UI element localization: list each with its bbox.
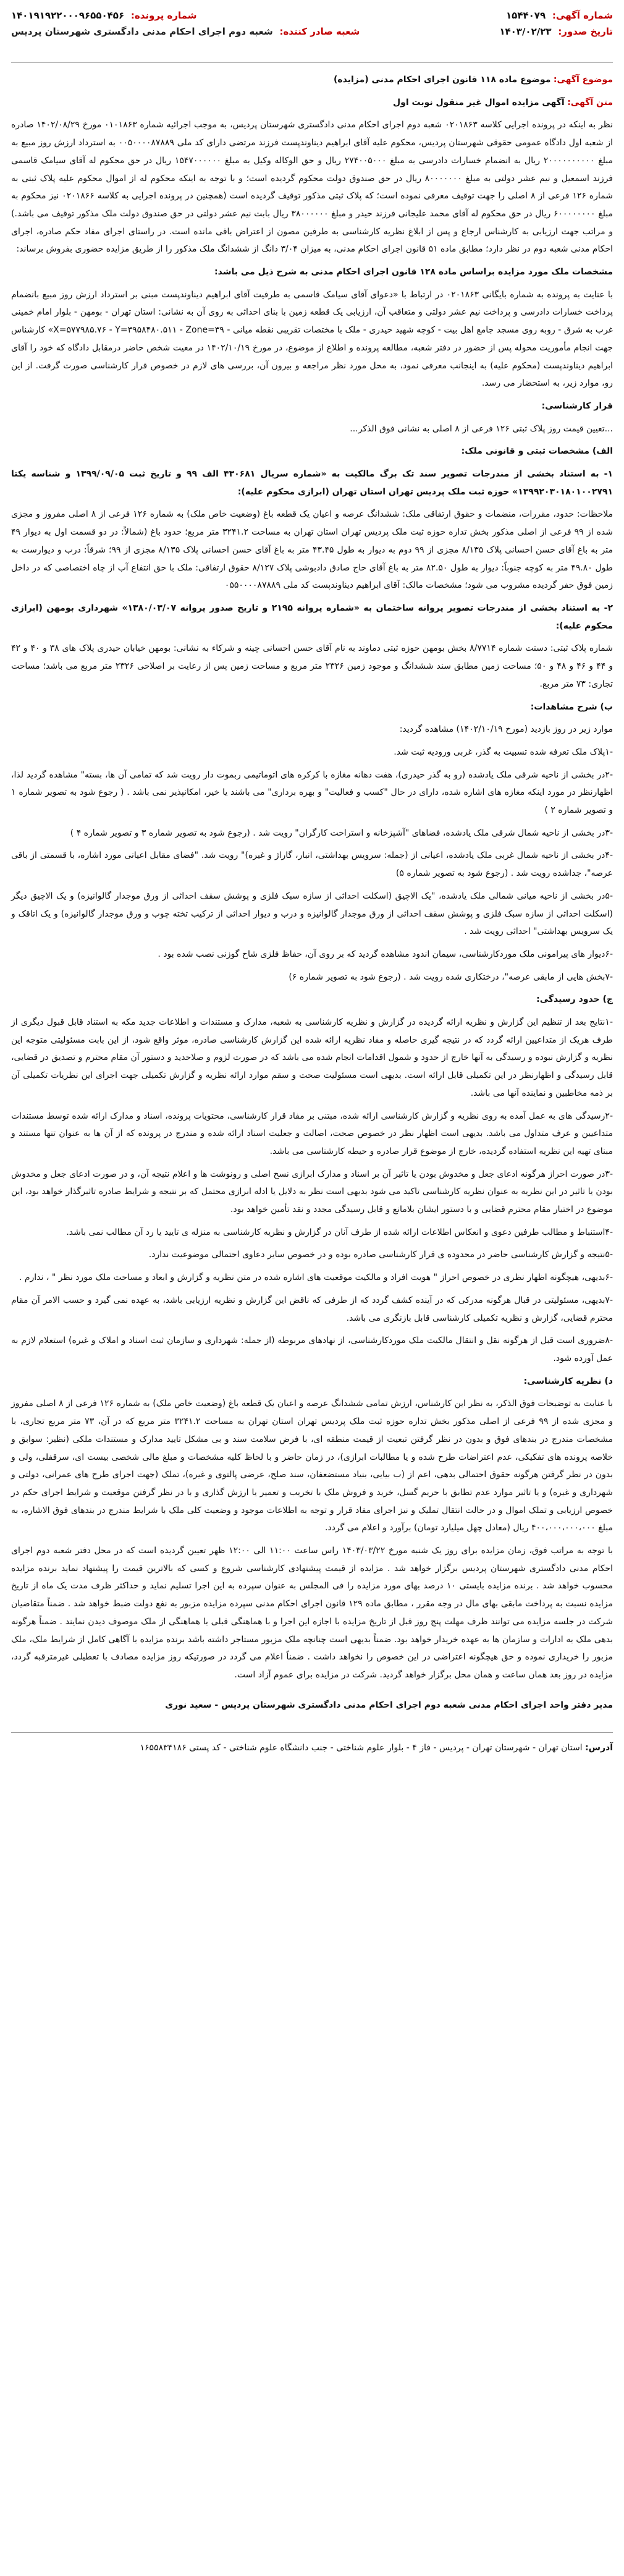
alef-item-1: ۱- به استناد بخشی از مندرجات تصویر سند تک برگ مالکیت به «شماره سریال ۴۳۰۶۸۱ الف ۹۹ و تاریخ ثبت ۱۳۹۹/۰۹/۰۵ و شناسه یکتا ۱۳۹۹۲۰۳۰۱۸۰۱۰۰۲۷۹۱» حوزه ثبت ملک پردیس تهران استان تهران (ابرازی محکوم علیه): bbox=[11, 469, 613, 497]
notice-title bbox=[11, 94, 613, 112]
section-jim-title: ج) حدود رسیدگی: bbox=[536, 994, 613, 1005]
be-item-6: -۶دیوار های پیرامونی ملک موردکارشناسی، سیمان اندود مشاهده گردید که بر روی آن، حفاظ فلزی شاخ گوزنی نصب شده بود . bbox=[158, 949, 613, 959]
jim-item-8: -۸ضروری است قبل از هرگونه نقل و انتقال مالکیت ملک موردکارشناسی، از نهادهای مربوطه (از جمله: شهرداری و سازمان ثبت اسناد و املاک و غیره) استعلام لازم به عمل آورده شود. bbox=[11, 1336, 613, 1363]
qarar-text: ...تعیین قیمت روز پلاک ثبتی ۱۲۶ فرعی از ۸ اصلی به نشانی فوق الذکر... bbox=[350, 423, 613, 434]
jim-item-1: -۱نتایج بعد از تنظیم این گزارش و نظریه ارائه گردیده در گزارش و نظریه کارشناسی به شعبه، مدارک و مستندات و اطلاعات جدید مکه به استناد قابل قبول دیگری از طرف هریک از متداعیین ارائه گردد که در نتیجه گیری حاصله و مفاد نظریه ارائه شده این گزارش کارشناسی صادره، موثر واقع شود، از این بابت مسئولیتی متوجه این نظریه و گزارش نبوده و رسیدگی به آنها خارج از حدود و شمول اقدامات انجام شده می باشد که در صورت لزوم و صلاحدید و دستور آن مقام محترم و تصدیق در قضایی، قابل رسیدگی و اظهارنظر در این تکمیلی قابل ارائه است. بدیهی است مسئولیت صحت و سقم موارد ارائه نظریه و گزارش تکمیلی جهت اجرای این نظریات تکمیلی آن بر ذمه مخاطبین و نماینده آنها می باشد. bbox=[11, 1017, 613, 1098]
issue-date-label: تاریخ صدور: bbox=[558, 26, 613, 37]
section-alef-title: الف) مشخصات ثبتی و قانونی ملک: bbox=[461, 446, 613, 457]
title-label: متن آگهی: bbox=[567, 97, 613, 108]
alef-item-1-notes: ملاحظات: حدود، مقررات، منضمات و حقوق ارتفاقی ملک: ششدانگ عرصه و اعیان یک قطعه باغ (وضعیت خاص ملک) به شماره ۱۲۶ فرعی از ۸ اصلی مفروز و مجزی شده از ۹۹ فرعی از اصلی مذکور بخش تداره حوزه ثبت ملک پردیس تهران استان تهران به مساحت ۳۲۴۱.۲ متر مربع؛ حدود باغ (شمالاً: در دو قسمت اول به دیوار ۴۹ متر به باغ آقای حسن احسانی پلاک ۸/۱۳۵ مجزی از ۹۹ دوم به دیوار به طول ۴۳.۴۵ متر به باغ آقای حسن احسانی پلاک ۸/۱۳۵ مجزی از ۹۹؛ شرقاً: درب و دیوارست به طول ۴۹.۸۰ متر به کوچه جنوباً: دیوار به طول ۸۲.۵۰ متر به باغ آقای حاج صادق دادبوشی پلاک ۸/۱۲۷ حقوق ارتفاقی: ملک با حق انتفاع آب از چاه اختصاصی که در داخل زمین فوق حفر گردیده مشروب می شود؛ مشخصات مالک: آقای ابراهیم دیناوندپست کد ملی ۰۵۵۰۰۰۰۸۷۸۸۹ bbox=[11, 509, 613, 591]
title-value: آگهی مزایده اموال غیر منقول نوبت اول bbox=[393, 97, 565, 108]
jim-item-6: -۶بدیهی، هیچگونه اظهار نظری در خصوص احراز " هویت افراد و مالکیت موقعیت های اشاره شده در متن نظریه و گزارش و ابعاد و مساحت ملک مورد نظر " ، ندارم . bbox=[19, 1273, 613, 1283]
issue-date: ۱۴۰۳/۰۲/۲۳ bbox=[499, 26, 552, 37]
notice-body bbox=[11, 62, 613, 1756]
section-be-title: ب) شرح مشاهدات: bbox=[530, 701, 613, 712]
be-item-7: -۷بخش هایی از مابقی عرصه"، درختکاری شده رویت شد . (رجوع شود به تصویر شماره ۶) bbox=[289, 972, 613, 982]
notice-number: ۱۵۴۴۰۷۹ bbox=[506, 10, 546, 21]
jim-item-5: -۵نتیجه و گزارش کارشناسی حاضر در محدوده ی قرار کارشناسی صادره بوده و در خصوص سایر دعاوی احتمالی موضوعیت ندارد. bbox=[148, 1250, 613, 1260]
notice-subject bbox=[11, 71, 613, 89]
file-number-row bbox=[11, 9, 196, 22]
qarar-title: قرار کارشناسی: bbox=[541, 400, 613, 411]
be-item-3: -۳در بخشی از ناحیه شمال شرقی ملک یادشده، فضاهای "آشپزخانه و استراحت کارگران" رویت شد . (رجوع شود به تصویر شماره ۳ و تصویر شماره ۴ ) bbox=[70, 828, 613, 838]
be-intro: موارد زیر در روز بازدید (مورخ ۱۴۰۲/۱۰/۱۹) مشاهده گردید: bbox=[399, 724, 613, 735]
address-block bbox=[11, 1732, 613, 1756]
file-number-label: شماره پرونده: bbox=[130, 10, 197, 21]
address-label: آدرس: bbox=[585, 1742, 613, 1753]
be-item-5: -۵در بخشی از ناحیه میانی شمالی ملک یادشده، "یک الاچیق (اسکلت احداثی از سازه سبک فلزی و پوشش سقف احداثی از ورق موجدار گالوانیزه) و یک الاچیق دیگر (اسکلت احداثی از سازه سبک فلزی و پوشش سقف احداثی از ورق موجدار گالوانیزه و درب و دیوار احداثی از ترکیب تخته چوب و ورق موجدار گالوانیزه) و یک اتاقک و یک سرویس بهداشتی" احداثی رویت شد . bbox=[11, 891, 613, 937]
notice-footer bbox=[11, 1697, 613, 1714]
subject-value: موضوع ماده ۱۱۸ قانون اجرای احکام مدنی (مزایده) bbox=[334, 75, 551, 85]
intro-paragraph: نظر به اینکه در پرونده اجرایی کلاسه ۰۲۰۱۸۶۳ شعبه دوم اجرای احکام مدنی دادگستری شهرستان پردیس، به موجب اجرائیه شماره ۰۱۰۱۸۶۳ مورخ ۱۴۰۲/۰۸/۲۹ صادره از شعبه اول دادگاه عمومی حقوقی شهرستان پردیس، محکوم علیه آقای ابراهیم دیناوندپست فرزند مرتضی دارای کد ملی ۰۰۵۰۰۰۰۸۷۸۸۹ به استرداد ارزش روز مبیع به مبلغ ۲۰۰۰۰۰۰۰۰۰۰ ریال به انضمام خسارات دادرسی به مبلغ ۲۷۴۰۰۵۰۰۰ ریال و حق الوکاله وکیل به مبلغ ۱۵۴۷۰۰۰۰۰۰ ریال در حق محکوم له آقای سیامک قاسمی فرزند اسمعیل و نیم عشر دولتی به مبلغ ۸۰۰۰۰۰۰۰ ریال در حق صندوق دولت محکوم گردیده است؛ و با توجه به اینکه محکوم له از اموال محکوم علیه پلاک ثبتی به شماره ۱۲۶ فرعی از ۸ اصلی را جهت توقیف معرفی نموده است؛ که پلاک ثبتی مذکور توقیف گردیده است (همچنین در پرونده اجرایی به کلاسه ۰۲۰۱۸۶۶ نیز محکوم به مبلغ ۶۰۰۰۰۰۰۰۰ ریال در حق محکوم له آقای محمد علیجانی فرزند حیدر و مبلغ ۳۸۰۰۰۰۰۰ ریال بابت نیم عشر دولتی در حق صندوق دولت ملک مذکور توقیف می باشد.) و مراتب جهت ارزیابی به کارشناس ارجاع و پس از ابلاغ نظریه کارشناسی به طرفین مصون از اعتراض باقی مانده است. در راستای اجرای مفاد حکم صادره، اجرای احکام مدنی شعبه دوم در نظر دارد؛ مطابق ماده ۵۱ قانون اجرای احکام مدنی، به میزان ۳/۰۴ دانگ از ششدانگ ملک مذکور را از طریق مزایده حضوری بفروش برساند: bbox=[11, 120, 613, 255]
alef-item-2: ۲- به استناد بخشی از مندرجات تصویر پروانه ساختمان به «شماره پروانه ۲۱۹۵ و تاریخ صدور پروانه ۱۳۸۰/۰۳/۰۷» شهرداری بومهن (ابرازی محکوم علیه): bbox=[11, 603, 613, 631]
subject-label: موضوع آگهی: bbox=[553, 75, 613, 85]
file-number: ۱۴۰۱۹۱۹۲۲۰۰۰۹۶۵۵۰۴۵۶ bbox=[11, 10, 125, 21]
auction-terms: با توجه به مراتب فوق، زمان مزایده برای روز یک شنبه مورخ ۱۴۰۳/۰۳/۲۲ راس ساعت ۱۱:۰۰ الی ۱۲:۰۰ ظهر تعیین گردیده است که در محل دفتر شعبه دوم اجرای احکام مدنی دادگستری شهرستان پردیس برگزار خواهد شد . مزایده از قیمت پیشنهادی کارشناسی شروع و کسی که بالاترین قیمت را پیشنهاد نماید برنده مزایده محسوب خواهد شد . برنده مزایده بایستی ۱۰ درصد بهای مورد مزایده را فی المجلس به عنوان سپرده به این اجرا تسلیم نماید و حداکثر ظرف مدت یک ماه از تاریخ مزایده نسبت به پرداخت مابقی بهای مال در وجه مقرر ، مطابق ماده ۱۲۹ قانون اجرای احکام مدنی سپرده مزایده مزبور به نفع دولت ضبط خواهد شد . ضمناً متقاضیان شرکت در جلسه مزایده می توانند ظرف مهلت پنج روز قبل از تاریخ مزایده با اجازه این اجرا و با هماهنگی قبلی با هماهنگی از ملک موصوف دیدن نمایند . ضمناً هرگونه بدهی ملک به ادارات و سازمان ها به عهده خریدار خواهد بود. ضمناً بدیهی است چنانچه ملک مزبور مستاجر داشته باشد برنده مزایده با آگاهی کامل از شرایط ملک، ملک مزبور را خریداری نموده و حق هیچگونه اعتراضی در این خصوص را نخواهد داشت . ضمناً اعلام می گردد در صورتیکه روز مزایده مصادف با تعطیلی غیرمترقبه گردد، مزایده در روز بعد همان ساعت و همان محل برگزار خواهد گردید. شرکت در مزایده برای عموم آزاد است. bbox=[11, 1546, 613, 1680]
be-item-1: -۱پلاک ملک تعرفه شده تسبیت به گذر، غربی ورودیه ثبت شد. bbox=[394, 747, 613, 757]
issue-date-row bbox=[499, 25, 613, 38]
issuer-label: شعبه صادر کننده: bbox=[279, 26, 360, 37]
dal-text: با عنایت به توضیحات فوق الذکر، به نظر این کارشناس، ارزش تمامی ششدانگ عرصه و اعیان یک قطعه باغ (وضعیت خاص ملک) به شماره ۱۲۶ فرعی از ۸ اصلی مفروز و مجزی شده از ۹۹ فرعی از اصلی مذکور بخش تداره حوزه ثبت ملک پردیس تهران استان تهران به مساحت ۳۲۴۱.۲ متر مربع که در آن، ۷۳ متر مربع تجاری، با مشخصات مندرج در بندهای فوق و بدون در نظر گرفتن تبعیت از قیمت منطقه ای، با فرض سلامت سند و بی مشکل تایید مدارک و مستندات ملکی (نظیر: سوابق و خلاصه پرونده های تفکیکی، عدم اعتراضات طرح شده و یا مطالبات ابرازی)، در زمان حاضر و با لحاظ کلیه مشخصات و مبلغ مالی شخصی بیست ای، سرقفلی، ولی و بدون در نظر گرفتن هرگونه حقوق احتمالی بدهی، اعم از (ب بیایی، بنیاد مستضعفان، سند صلح، عرضی پالتوی و غیره)، تملک (جهت اجرای طرح های عمرانی، دولتی و شهرداری و غیره) و یا تاثیر موارد عدم تطابق با حریم گسل، خرید و فروش ملک با تخریب و تعمیر یا ارزش گذاری و با در نظر گرفتن موقعیت و شرایط اجرای حکم در خصوص ارزیابی و تملک اموال و در حالت انتقال تملیک و نیز اجرای مفاد قرار و توجه به اطلاعات موجود و وضعیت کلی ملک با شرایط مندرج در بندهای فوق الاشاره، به مبلغ ۴۰۰،۰۰۰،۰۰۰،۰۰۰ ریال (معادل چهل میلیارد تومان) برآورد و اعلام می گردد. bbox=[11, 1399, 613, 1533]
issuer-row bbox=[11, 25, 360, 38]
issuer-name: شعبه دوم اجرای احکام مدنی دادگستری شهرستان پردیس bbox=[11, 26, 273, 37]
jim-item-2: -۲رسیدگی های به عمل آمده به روی نظریه و گزارش کارشناسی ارائه شده، مبتنی بر مفاد قرار کارشناسی، محتویات پرونده، اسناد و مدارک ارائه شده توسط مستندات متداعیین و عرف متداول می باشد. بدیهی است اظهار نظر در خصوص صحت، اصالت و جعلیت اسناد ارائه شده و مندرج در پرونده که از آن ها به عنوان تنها مستند و مبنای تهیه این نظریه استفاده گردیده، خارج از موضوع قرار صادره و حیطه کارشناسی می باشد. bbox=[11, 1111, 613, 1156]
spec-title: مشخصات ملک مورد مزایده براساس ماده ۱۲۸ قانون اجرای احکام مدنی به شرح ذیل می باشد: bbox=[214, 267, 613, 278]
signature: مدیر دفتر واحد اجرای احکام مدنی شعبه دوم اجرای احکام مدنی دادگستری شهرستان پردیس - سعید نوری bbox=[165, 1700, 613, 1710]
address-text: استان تهران - شهرستان تهران - پردیس - فاز ۴ - بلوار علوم شناختی - جنب دانشگاه علوم شناختی - کد پستی ۱۶۵۵۸۳۴۱۸۶ bbox=[140, 1742, 583, 1753]
alef-item-2-notes: شماره پلاک ثبتی: دستت شماره ۸/۷۷۱۴ بخش بومهن حوزه ثبتی دماوند به نام آقای حسن احسانی چینه و شرکاء به نشانی: بومهن خیابان حیدری پلاک های ۳۸ و ۴۰ و ۴۲ و ۴۴ و ۴۶ و ۴۸ و ۵۰؛ مساحت زمین مطابق سند ششدانگ و موجود زمین ۲۳۲۶ متر مربع و مساحت زمین پس از رعایت بر اصلاحی ۲۳۲۶ متر مربع می باشد؛ مساحت تجاری: ۷۳ متر مربع. bbox=[11, 643, 613, 689]
jim-item-7: -۷بدیهی، مسئولیتی در قبال هرگونه مدرکی که در آینده کشف گردد که از طرفی که ناقض این گزارش و نظریه ارزیابی باشد، به عهده نمی گیرد و حسب الامر آن مقام محترم قضایی، گزارش و نظریه تکمیلی کارشناسی قابل بازنگری می باشد. bbox=[11, 1295, 613, 1323]
notice-number-row bbox=[506, 9, 613, 22]
jim-item-4: -۴استنباط و مطالب طرفین دعوی و انعکاس اطلاعات ارائه شده از طرف آنان در گزارش و نظریه کارشناسی به منزله ی تایید یا رد آن مطالب نمی باشد. bbox=[66, 1227, 613, 1237]
section-dal-title: د) نظریه کارشناسی: bbox=[523, 1376, 613, 1386]
notice-header bbox=[11, 9, 613, 62]
be-item-4: -۴در بخشی از ناحیه شمال غربی ملک یادشده، اعیانی از (جمله: سرویس بهداشتی، انبار، گاراژ و غیره)" رویت شد. "فضای مقابل اعیانی مورد اشاره، با قسمتی از باقی عرصه"، جداشده رویت شد . (رجوع شود به تصویر شماره ۵) bbox=[11, 850, 613, 879]
expert-intro-paragraph: با عنایت به پرونده به شماره بایگانی ۰۲۰۱۸۶۳ در ارتباط با «دعوای آقای سیامک قاسمی به طرفیت آقای ابراهیم دیناوندپست مبنی بر استرداد ارزش روز مبیع بانضمام پرداخت خسارات دادرسی و پرداخت نیم عشر دولتی و متعاقب آن، ارزیابی یک قطعه زمین با بنای احداثی به روی آن به نشانی: استان تهران - بومهن - بلوار امام خمینی غرب به شرق - روبه روی مسجد جامع اهل بیت - کوچه شهید حیدری - ملک با مختصات تقریبی نقطه میانی - X=۵۷۷۹۸۵.۷۶ - Y=۳۹۵۸۴۸۰.۵۱۱ - Zone=۳۹» کارشناس جهت انجام مأموریت محوله پس از حضور در دفتر شعبه، مطالعه پرونده و اطلاع از موضوع، در مورخ ۱۴۰۲/۱۰/۱۹ در معیت شخص حاضر درمقابل دادگاه که خود را آقای ابراهیم دیناوندپست (محکوم علیه) به اینجانب معرفی نمود، به محل مورد نظر مراجعه و بیرون آن، بررسی های لازم در خصوص قرار کارشناسی صورت گرفت. از این رو، موارد زیر، به استحضار می رسد. bbox=[11, 289, 613, 389]
notice-number-label: شماره آگهی: bbox=[552, 10, 613, 21]
jim-item-3: -۳در صورت احراز هرگونه ادعای جعل و مخدوش بودن یا تاثیر آن بر اسناد و مدارک ابرازی نسخ اصلی و رونوشت ها و اعلام نتیجه آن، و در صورت ادعای جعل و مخدوش بودن یا تاثیر در این نظریه به عنوان نظریه کارشناسی تاکید می شود بدیهی است نظر به دلایل یا ادله ابرازی محتمل که بر نتیجه و شرایط صادره تاثیرگذار خواهد بود، این موضوع در اختیار مقام محترم قضایی و با دستور ایشان بلامانع و قابل رسیدگی مجدد و نقد تأمین خواهد بود. bbox=[11, 1169, 613, 1215]
be-item-2: -۲در بخشی از ناحیه شرقی ملک یادشده (رو به گذر حیدری)، هفت دهانه مغازه با کرکره های اتوماتیمی ربموت دار رویت شد که تمامی آن ها، بسته" مشاهده گردید لذا، اظهارنظر در مورد اینکه مغازه های اشاره شده، دارای در حال "کسب و فعالیت" و بهره برداری" می باشند یا خیر، امکانپذیر نمی باشد . ( رجوع شود به تصویر شماره ۱ و تصویر شماره ۲ ) bbox=[11, 769, 613, 816]
